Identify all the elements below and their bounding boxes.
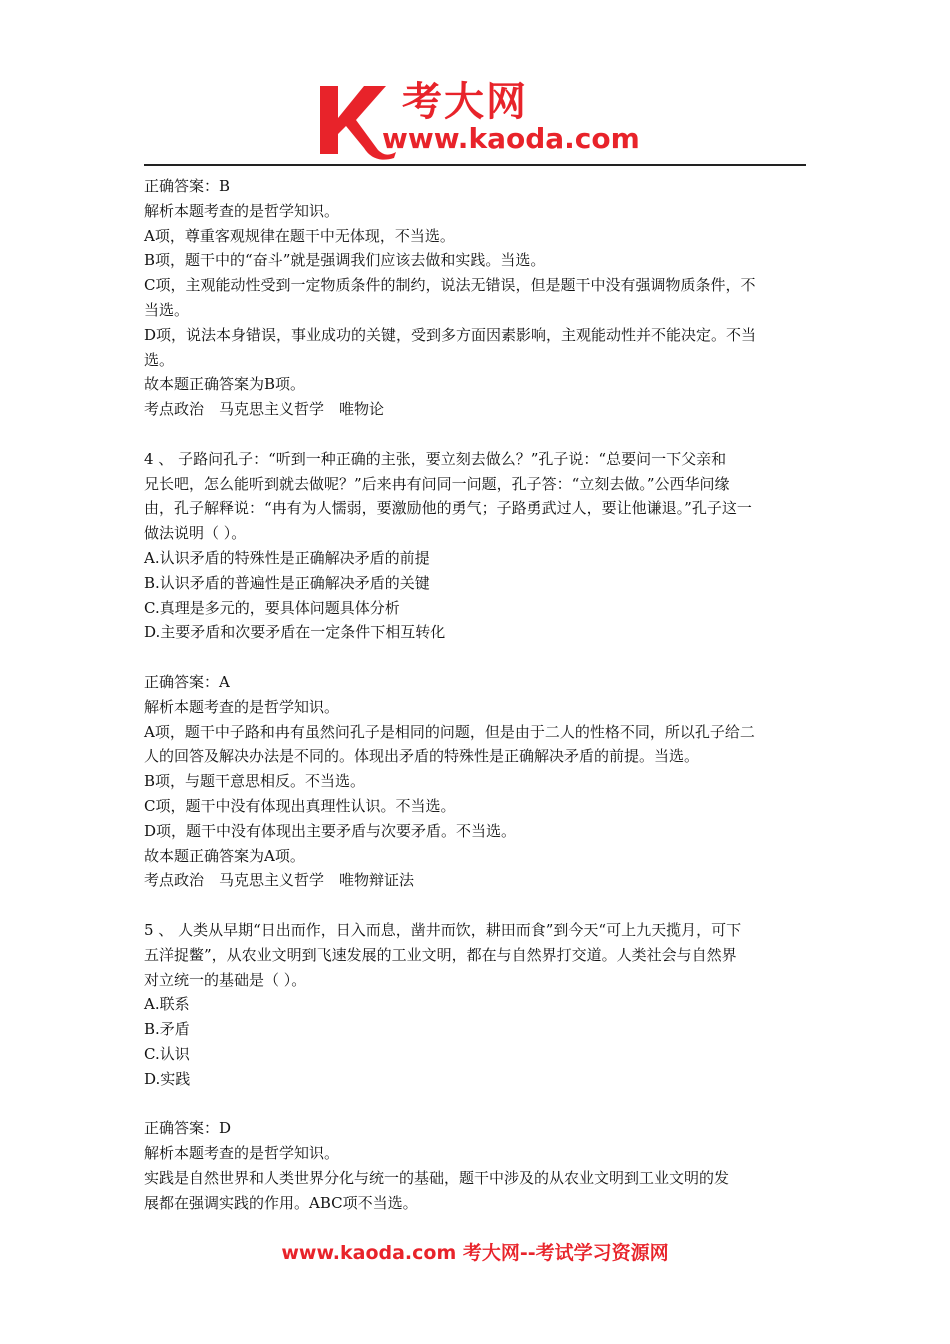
text-line: 选。 xyxy=(144,350,175,369)
text-line: 解析本题考查的是哲学知识。 xyxy=(144,697,340,716)
text-line: 兄长吧，怎么能听到就去做呢？”后来冉有问同一问题，孔子答：“立刻去做。”公西华问缘 xyxy=(144,474,730,493)
text-line: A项，尊重客观规律在题干中无体现，不当选。 xyxy=(144,226,455,245)
paragraph-gap xyxy=(144,893,810,918)
paragraph-gap xyxy=(144,1091,810,1116)
text-line: D项，题干中没有体现出主要矛盾与次要矛盾。不当选。 xyxy=(144,821,517,840)
footer-text[interactable]: www.kaoda.com 考大网--考试学习资源网 xyxy=(281,1242,669,1264)
paragraph-gap xyxy=(144,422,810,447)
text-line: 正确答案：A xyxy=(144,672,230,691)
text-line: 考点政治 马克思主义哲学 唯物论 xyxy=(144,400,385,419)
header-divider xyxy=(144,164,806,166)
text-line: C项，主观能动性受到一定物质条件的制约，说法无错误，但是题干中没有强调物质条件，不 xyxy=(144,276,756,295)
text-line: D项，说法本身错误，事业成功的关键，受到多方面因素影响，主观能动性并不能决定。不当 xyxy=(144,325,757,344)
text-line: B.矛盾 xyxy=(144,1020,190,1039)
text-line: B项，与题干意思相反。不当选。 xyxy=(144,772,366,791)
text-line: C项，题干中没有体现出真理性认识。不当选。 xyxy=(144,796,456,815)
text-line: D.实践 xyxy=(144,1069,191,1088)
text-line: 正确答案：B xyxy=(144,177,231,195)
text-line: 解析本题考查的是哲学知识。 xyxy=(144,1144,340,1163)
text-line: 人的回答及解决办法是不同的。体现出矛盾的特殊性是正确解决矛盾的前提。当选。 xyxy=(144,747,700,766)
text-line: 实践是自然世界和人类世界分化与统一的基础，题干中涉及的从农业文明到工业文明的发 xyxy=(144,1168,730,1187)
text-line: D.主要矛盾和次要矛盾在一定条件下相互转化 xyxy=(144,623,446,642)
text-line: 解析本题考查的是哲学知识。 xyxy=(144,201,340,220)
text-line: C.认识 xyxy=(144,1044,190,1063)
text-line: 五洋捉鳖”，从农业文明到飞速发展的工业文明，都在与自然界打交道。人类社会与自然界 xyxy=(144,945,737,964)
text-line: A项，题干中子路和冉有虽然问孔子是相同的问题，但是由于二人的性格不同，所以孔子给二 xyxy=(144,722,755,741)
text-line: 做法说明（ ）。 xyxy=(144,524,247,543)
text-line: 故本题正确答案为A项。 xyxy=(144,846,305,865)
logo-title: 考大网 xyxy=(402,79,528,125)
text-line: B项，题干中的“奋斗”就是强调我们应该去做和实践。当选。 xyxy=(144,251,546,270)
text-line: 正确答案：D xyxy=(144,1119,232,1138)
text-line: A.联系 xyxy=(144,995,190,1014)
paragraph-gap xyxy=(144,645,810,670)
text-line: 考点政治 马克思主义哲学 唯物辩证法 xyxy=(144,871,415,890)
text-line: 对立统一的基础是（ ）。 xyxy=(144,970,307,989)
document-body xyxy=(144,174,810,1215)
text-line: B.认识矛盾的普遍性是正确解决矛盾的关键 xyxy=(144,573,430,592)
text-line: C.真理是多元的，要具体问题具体分析 xyxy=(144,598,400,617)
header xyxy=(144,78,806,166)
logo-url: www.kaoda.com xyxy=(382,122,640,155)
text-line: A.认识矛盾的特殊性是正确解决矛盾的前提 xyxy=(144,548,430,567)
kaoda-logo[interactable] xyxy=(316,78,646,160)
text-line: 展都在强调实践的作用。ABC项不当选。 xyxy=(144,1193,418,1212)
text-line: 由，孔子解释说：“冉有为人懦弱，要激励他的勇气；子路勇武过人，要让他谦退。”孔子这一 xyxy=(144,499,752,518)
text-line: 故本题正确答案为B项。 xyxy=(144,375,306,394)
text-line: 5 、 人类从早期“日出而作，日入而息，凿井而饮，耕田而食”到今天“可上九天揽月，可下 xyxy=(144,920,742,939)
text-line: 当选。 xyxy=(144,300,190,319)
text-line: 4 、 子路问孔子：“听到一种正确的主张，要立刻去做么？”孔子说：“总要问一下父亲和 xyxy=(144,449,727,468)
